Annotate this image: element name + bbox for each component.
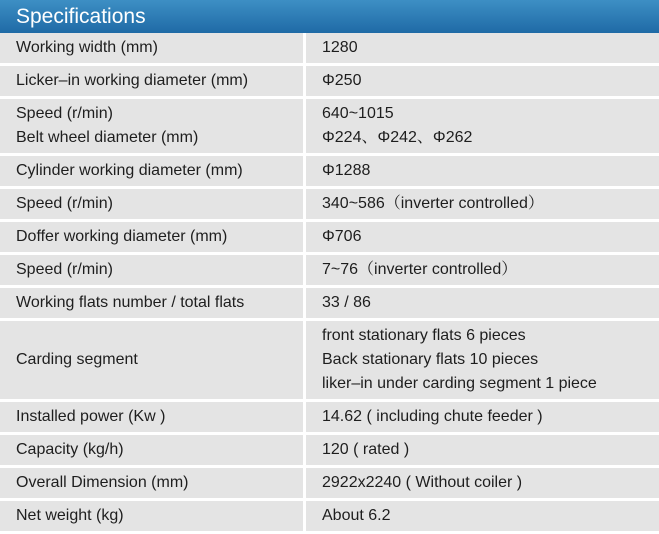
spec-label-cell	[0, 99, 306, 156]
table-row	[0, 222, 659, 255]
spec-value-cell	[306, 189, 659, 222]
spec-label-cell	[0, 255, 306, 288]
spec-label: Overall Dimension (mm)	[16, 474, 189, 491]
spec-value: Back stationary flats 10 pieces	[322, 351, 539, 368]
spec-value: front stationary flats 6 pieces	[322, 327, 526, 344]
spec-value: Φ224、Φ242、Φ262	[322, 129, 473, 146]
spec-label: Doffer working diameter (mm)	[16, 228, 228, 245]
table-row	[0, 501, 659, 534]
spec-label: Speed (r/min)	[16, 105, 113, 122]
spec-value: 640~1015	[322, 105, 394, 122]
spec-value: 7~76（inverter controlled）	[322, 261, 518, 278]
spec-label: Net weight (kg)	[16, 507, 124, 524]
spec-value-cell	[306, 66, 659, 99]
spec-value: 14.62 ( including chute feeder )	[322, 408, 543, 425]
spec-value-cell	[306, 255, 659, 288]
spec-table-body	[0, 33, 659, 534]
table-row	[0, 468, 659, 501]
table-row	[0, 156, 659, 189]
spec-value: 2922x2240 ( Without coiler )	[322, 474, 523, 491]
spec-value-cell	[306, 99, 659, 156]
spec-label-cell	[0, 321, 306, 402]
spec-value: Φ706	[322, 228, 362, 245]
spec-label: Speed (r/min)	[16, 261, 113, 278]
spec-label: Cylinder working diameter (mm)	[16, 162, 243, 179]
spec-value-cell	[306, 501, 659, 534]
spec-value: liker–in under carding segment 1 piece	[322, 375, 597, 392]
spec-value-cell	[306, 435, 659, 468]
table-row	[0, 402, 659, 435]
spec-label-cell	[0, 402, 306, 435]
table-row	[0, 33, 659, 66]
specifications-header: Specifications	[0, 0, 659, 33]
spec-value: Φ250	[322, 72, 362, 89]
spec-value: About 6.2	[322, 507, 391, 524]
spec-value-cell	[306, 468, 659, 501]
spec-label: Carding segment	[16, 351, 138, 368]
spec-table	[0, 33, 659, 534]
spec-label: Licker–in working diameter (mm)	[16, 72, 249, 89]
table-row	[0, 189, 659, 222]
spec-label-cell	[0, 156, 306, 189]
spec-value-cell	[306, 402, 659, 435]
spec-label: Speed (r/min)	[16, 195, 113, 212]
spec-label-cell	[0, 468, 306, 501]
spec-label-cell	[0, 33, 306, 66]
spec-value-cell	[306, 321, 659, 402]
table-row	[0, 255, 659, 288]
spec-label-cell	[0, 66, 306, 99]
table-row	[0, 321, 659, 402]
spec-value-cell	[306, 156, 659, 189]
spec-label: Capacity (kg/h)	[16, 441, 124, 458]
spec-label-cell	[0, 189, 306, 222]
table-row	[0, 66, 659, 99]
table-row	[0, 288, 659, 321]
table-row	[0, 435, 659, 468]
spec-label: Working flats number / total flats	[16, 294, 245, 311]
table-row	[0, 99, 659, 156]
spec-label: Installed power (Kw )	[16, 408, 166, 425]
spec-label: Belt wheel diameter (mm)	[16, 129, 199, 146]
spec-value: 33 / 86	[322, 294, 371, 311]
spec-label-cell	[0, 435, 306, 468]
spec-label-cell	[0, 288, 306, 321]
spec-value-cell	[306, 288, 659, 321]
spec-value: 340~586（inverter controlled）	[322, 195, 544, 212]
spec-value: Φ1288	[322, 162, 371, 179]
spec-label-cell	[0, 501, 306, 534]
spec-value: 120 ( rated )	[322, 441, 410, 458]
spec-label: Working width (mm)	[16, 39, 158, 56]
spec-value: 1280	[322, 39, 358, 56]
spec-value-cell	[306, 33, 659, 66]
spec-label-cell	[0, 222, 306, 255]
spec-value-cell	[306, 222, 659, 255]
